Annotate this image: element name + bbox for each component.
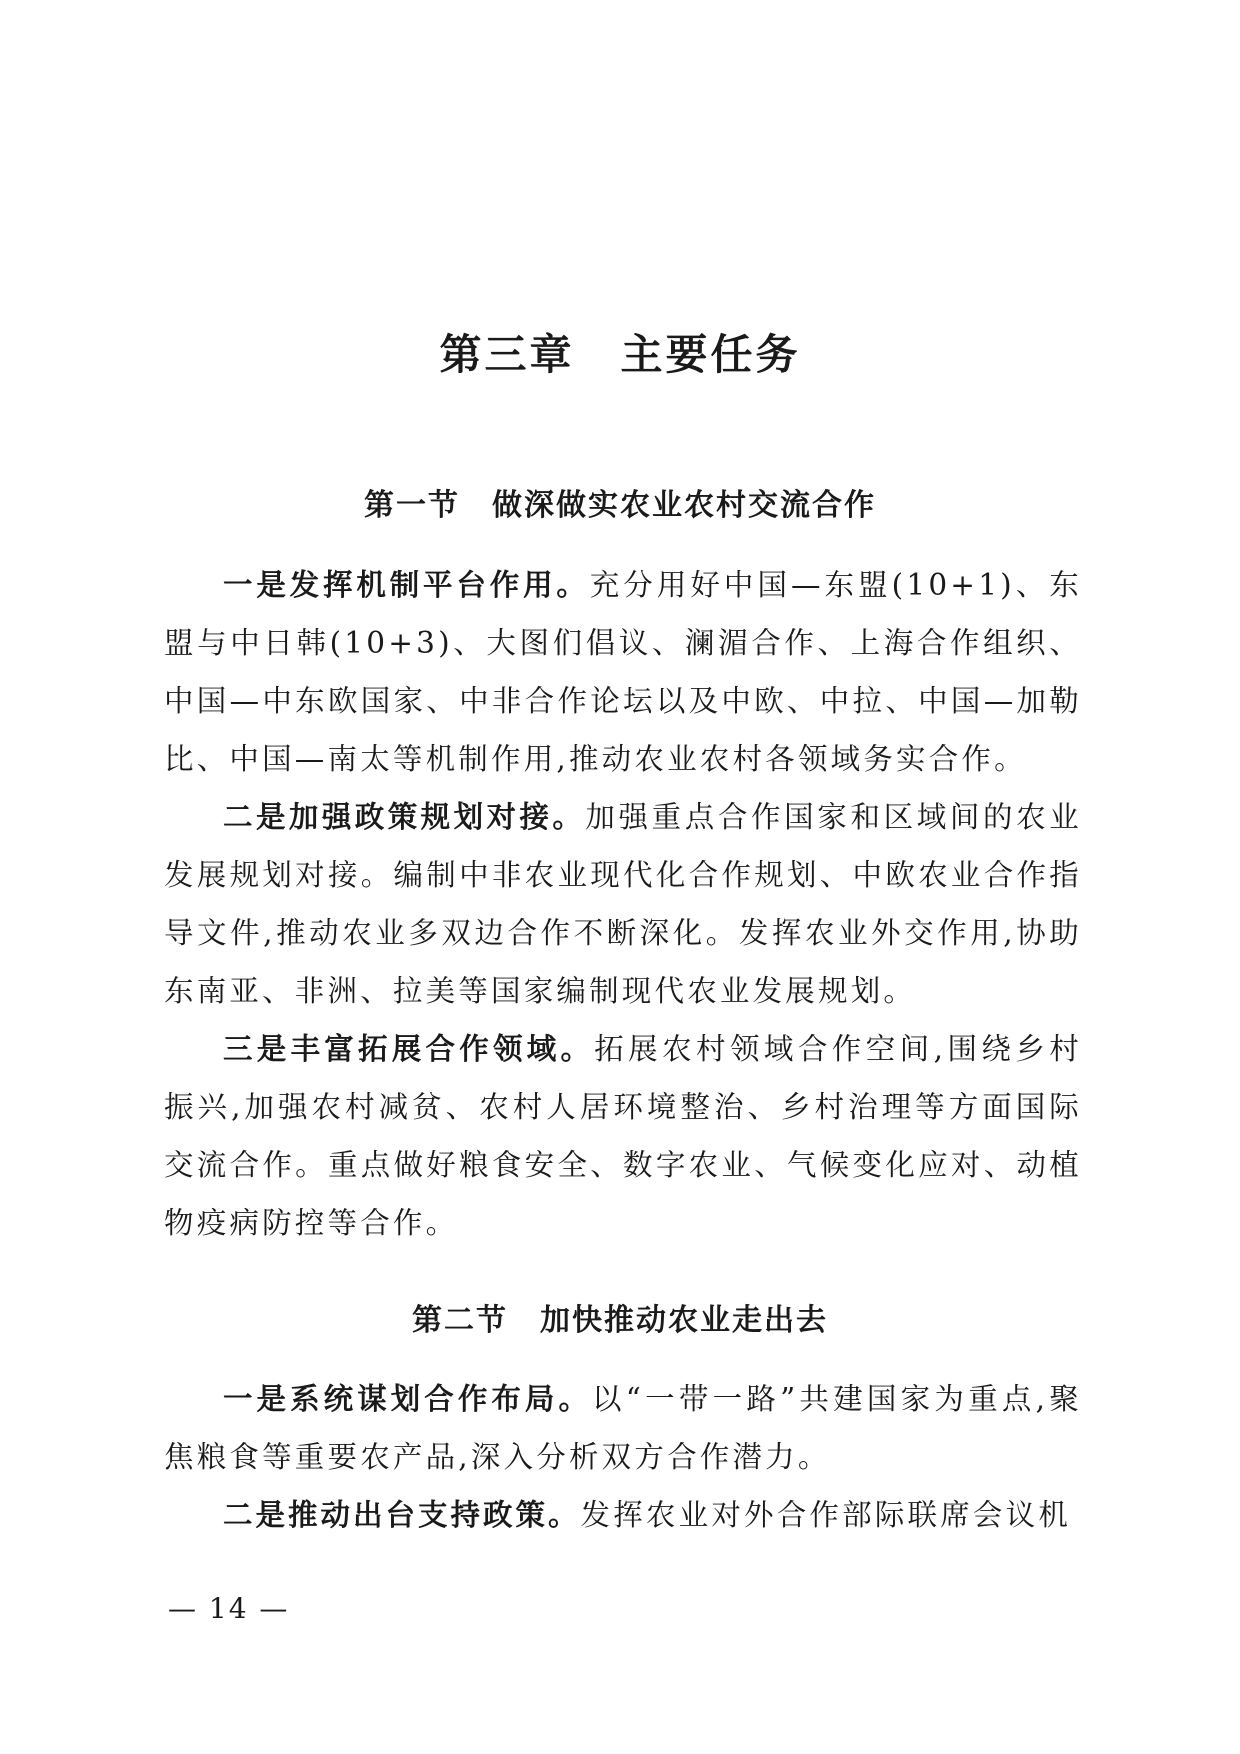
- paragraph-text: 加强重点合作国家和区域间的农业发展规划对接。编制中非农业现代化合作规划、中欧农业合作指导文件,推动农业多双边合作不断深化。发挥农业外交作用,协助东南亚、非洲、拉美等国家编制现代农业发展规划。: [164, 800, 1082, 1008]
- paragraph-lead: 一是发挥机制平台作用。: [223, 568, 590, 602]
- section-2-number: 第二节: [412, 1303, 508, 1338]
- paragraph-text: 充分用好中国—东盟(10+1)、东盟与中日韩(10+3)、大图们倡议、澜湄合作、上海合作组织、中国—中东欧国家、中非合作论坛以及中欧、中拉、中国—加勒比、中国—南太等机制作用,推动农业农村各领域务实合作。: [164, 568, 1082, 776]
- paragraph-text: 以“一带一路”共建国家为重点,聚焦粮食等重要农产品,深入分析双方合作潜力。: [164, 1382, 1082, 1474]
- paragraph-lead: 二是加强政策规划对接。: [223, 800, 586, 834]
- paragraph-text: 拓展农村领域合作空间,围绕乡村振兴,加强农村减贫、农村人居环境整治、乡村治理等方面国际交流合作。重点做好粮食安全、数字农业、气候变化应对、动植物疫病防控等合作。: [164, 1032, 1082, 1240]
- section-1-heading: [0, 480, 1240, 524]
- section-2-body: [164, 1370, 1082, 1544]
- section-2-title: 加快推动农业走出去: [540, 1303, 828, 1338]
- chapter-number: 第三章: [439, 330, 575, 379]
- section-1-paragraph-1: [164, 556, 1082, 788]
- section-1-number: 第一节: [364, 488, 460, 523]
- paragraph-lead: 一是系统谋划合作布局。: [223, 1382, 593, 1416]
- paragraph-lead: 三是丰富拓展合作领域。: [223, 1032, 595, 1066]
- section-2-heading: [0, 1295, 1240, 1339]
- section-1-body: [164, 556, 1082, 1252]
- paragraph-lead: 二是推动出台支持政策。: [223, 1498, 581, 1532]
- section-1-title: 做深做实农业农村交流合作: [492, 488, 876, 523]
- paragraph-text: 发挥农业对外合作部际联席会议机: [580, 1498, 1072, 1532]
- chapter-title: [0, 322, 1240, 382]
- chapter-name: 主要任务: [620, 330, 801, 379]
- section-2-paragraph-2: [164, 1486, 1082, 1544]
- page-number: — 14 —: [168, 1592, 290, 1625]
- section-1-paragraph-2: [164, 788, 1082, 1020]
- section-2-paragraph-1: [164, 1370, 1082, 1486]
- section-1-paragraph-3: [164, 1020, 1082, 1252]
